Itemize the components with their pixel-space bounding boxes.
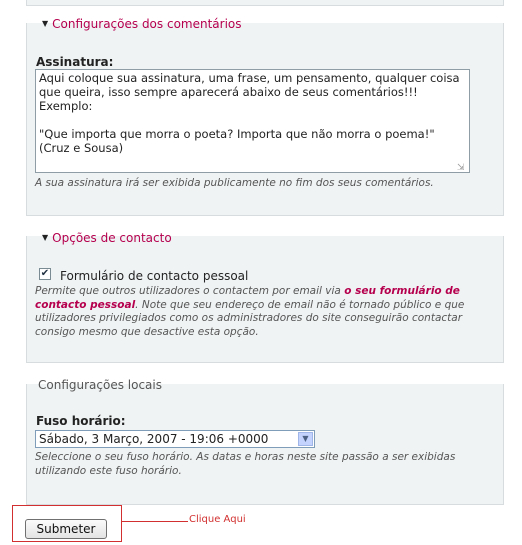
contact-legend-text: Opções de contacto [52,231,172,245]
timezone-selected-value: Sábado, 3 Março, 2007 - 19:06 +0000 [39,432,269,446]
timezone-description: Seleccione o seu fuso horário. As datas e horas neste site passão a ser exibidas utilizando este fuso horário. [35,451,456,477]
comments-legend[interactable] [42,17,242,31]
contact-legend[interactable] [42,231,172,245]
triangle-down-icon: ▼ [42,19,49,28]
signature-textarea[interactable] [35,69,470,173]
contact-form-checkbox-label[interactable]: Formulário de contacto pessoal [60,269,249,283]
checkmark-icon: ✔ [40,268,50,279]
contact-desc-part2: . Note que seu endereço de email não é tornado público e que utilizadores privilegiados como os administradores do site conseguirão contactar consigo mesmo que desactive esta opção. [35,298,465,338]
triangle-down-icon: ▼ [42,233,49,242]
previous-fieldset-edge [26,0,504,6]
chevron-down-icon[interactable]: ▼ [298,432,313,446]
comments-fieldset [26,17,504,216]
locale-fieldset [26,378,504,505]
timezone-select[interactable] [35,430,315,448]
contact-form-link[interactable]: o seu formulário de contacto pessoal [35,285,460,311]
contact-fieldset [26,231,504,363]
submit-button[interactable]: Submeter [25,519,107,539]
contact-desc-part1: Permite que outros utilizadores o contactem por email via [35,285,345,297]
contact-description [35,285,497,339]
resize-grip-icon[interactable]: ⇲ [457,163,465,173]
locale-legend: Configurações locais [38,378,162,392]
signature-description: A sua assinatura irá ser exibida publicamente no fim dos seus comentários. [35,177,434,189]
annotation-line [122,521,188,522]
timezone-label: Fuso horário: [36,414,126,428]
signature-label: Assinatura: [36,55,114,69]
annotation-text: Clique Aqui [189,514,246,525]
contact-form-checkbox[interactable] [39,268,51,280]
comments-legend-text: Configurações dos comentários [52,17,242,31]
